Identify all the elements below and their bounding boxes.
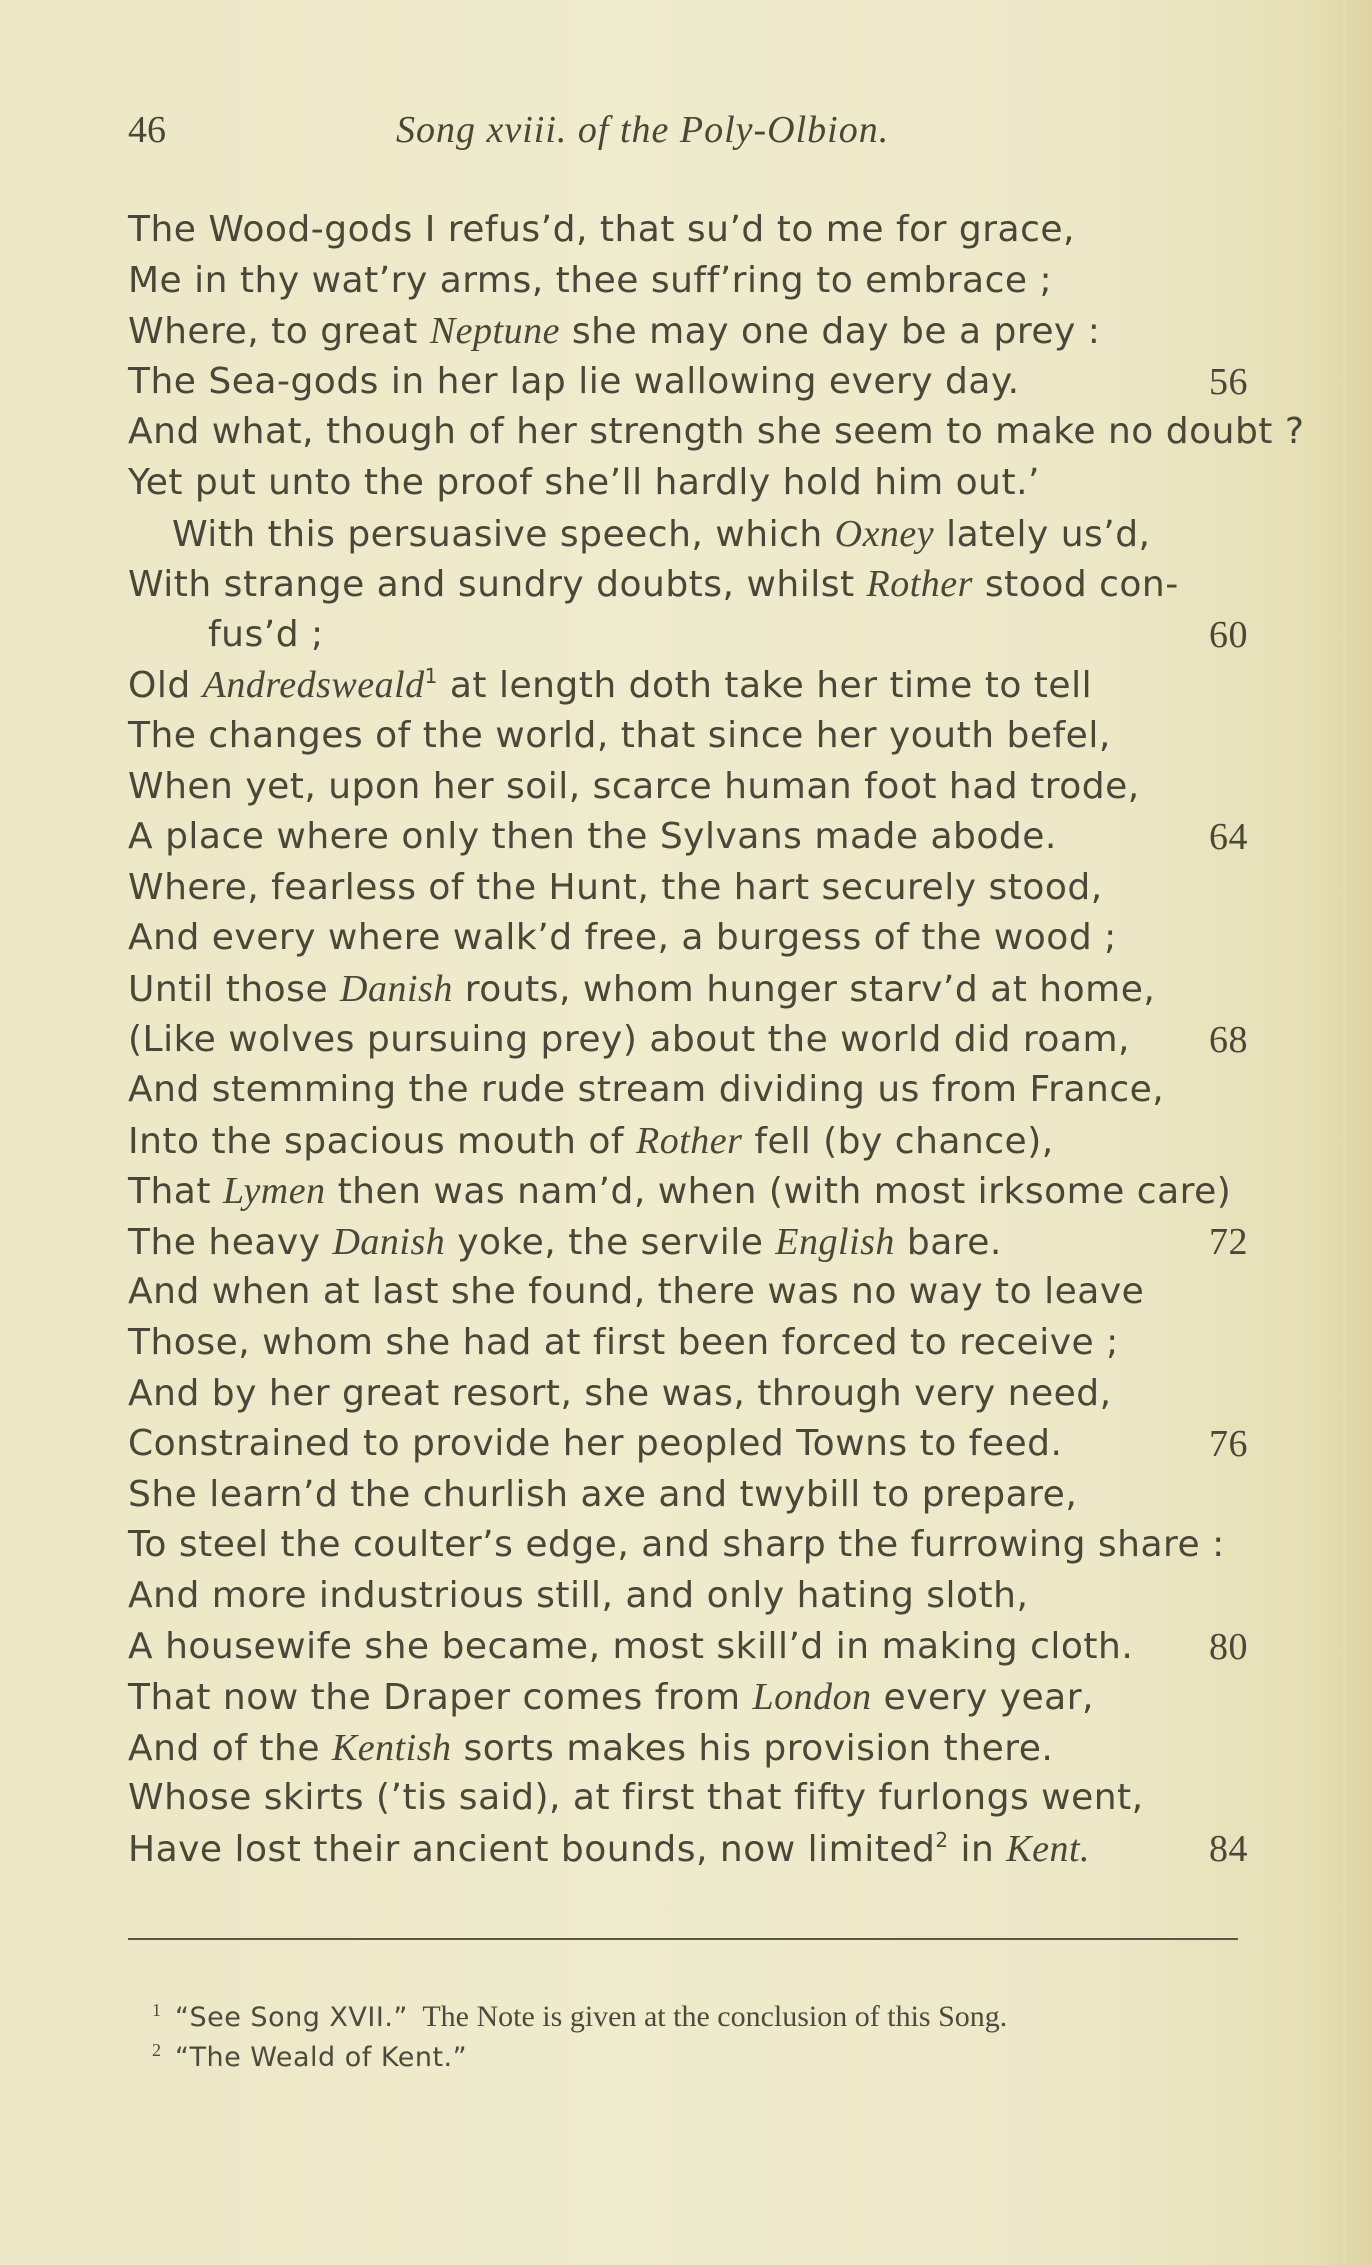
verse-text: And when at last she found, there was no way to leave [128, 1271, 1145, 1313]
italic-name: Rother [635, 1119, 743, 1162]
verse-line-text [128, 1271, 1144, 1312]
verse-text: The heavy [128, 1221, 333, 1263]
line-number: 76 [1209, 1423, 1248, 1466]
line-number: 60 [1209, 613, 1248, 656]
italic-name: London [752, 1676, 872, 1719]
verse-line-text [128, 1171, 1231, 1212]
italic-name: Neptune [429, 310, 560, 353]
verse-text: Where, to great [128, 311, 430, 353]
verse-line [128, 1217, 1248, 1268]
verse-line [128, 1116, 1248, 1167]
verse-line-text [128, 816, 1057, 857]
italic-name: Kentish [331, 1726, 452, 1769]
verse-line-text [128, 514, 1151, 555]
verse-text: stood con- [972, 564, 1179, 606]
verse-line [128, 812, 1248, 863]
verse-line-text [128, 209, 1075, 250]
verse-line [128, 1723, 1248, 1774]
verse-line [128, 559, 1248, 610]
verse-line [128, 407, 1305, 458]
verse-line [128, 863, 1248, 914]
footnote-quote: “See Song XVII.” [175, 2002, 408, 2033]
verse-line [128, 205, 1248, 256]
verse-text: Into the spacious mouth of [128, 1120, 636, 1162]
verse-text: The Sea-gods in her lap lie wallowing every day. [128, 360, 1020, 402]
italic-name: Kent. [1006, 1828, 1091, 1870]
italic-name: English [775, 1220, 895, 1263]
footnote-text: The Note is given at the conclusion of this Song. [407, 2000, 1008, 2033]
verse-text: And of the [128, 1727, 332, 1769]
verse-text: (Like wolves pursuing prey) about the world did roam, [128, 1018, 1130, 1060]
verse-line [128, 1824, 1248, 1875]
verse-text: fell (by chance), [742, 1120, 1054, 1162]
verse-line [128, 1520, 1248, 1571]
verse-text: A housewife she became, most skill’d in making cloth. [128, 1625, 1134, 1667]
verse-text: Where, fearless of the Hunt, the hart securely stood, [128, 866, 1103, 908]
verse-text: at length doth take her time to tell [437, 665, 1093, 707]
verse-text: And every where walk’d free, a burgess of the wood ; [128, 917, 1117, 959]
line-number: 56 [1209, 360, 1248, 403]
verse-text: To steel the coulter’s edge, and sharp the furrowing share : [128, 1524, 1225, 1566]
verse-text: Yet put unto the proof she’ll hardly hold him out.’ [128, 461, 1040, 503]
verse-text: And more industrious still, and only hating sloth, [128, 1575, 1029, 1617]
verse-text: routs, whom hunger starv’d at home, [452, 968, 1156, 1010]
verse-text: every year, [871, 1677, 1094, 1719]
verse-line-text [128, 1728, 1053, 1769]
line-number: 68 [1209, 1018, 1248, 1061]
verse-text: She learn’d the churlish axe and twybill to prepare, [128, 1473, 1078, 1515]
verse-line-text [128, 1626, 1133, 1667]
verse-line-text [128, 665, 1092, 706]
verse-line [128, 1419, 1248, 1470]
footnote-mark: 2 [152, 2040, 161, 2060]
verse-text: fus’d ; [208, 613, 324, 655]
line-number: 64 [1209, 816, 1248, 859]
footnote [152, 2030, 1007, 2073]
verse-line-text [128, 1069, 1164, 1110]
verse-text: With strange and sundry doubts, whilst [128, 564, 867, 606]
verse-text: sorts makes his provision there. [451, 1727, 1054, 1769]
verse-line [128, 1773, 1248, 1824]
verse-text: And stemming the rude stream dividing us from France, [128, 1069, 1165, 1111]
page-number: 46 [128, 109, 166, 151]
verse-text: then was nam’d, when (with most irksome care) [325, 1171, 1232, 1213]
verse-line-text [128, 311, 1100, 352]
footnote-ref: 1 [424, 664, 438, 689]
verse-line-text [128, 614, 324, 655]
verse-line [128, 1065, 1248, 1116]
running-head: Song xviii. of the Poly-Olbion. [396, 109, 890, 151]
verse-text: That [128, 1171, 223, 1213]
line-number: 84 [1209, 1828, 1248, 1870]
verse-text: Those, whom she had at first been forced to receive ; [128, 1322, 1119, 1364]
verse-line [128, 964, 1248, 1015]
verse-line-text [128, 1373, 1112, 1414]
footnote-ref: 2 [935, 1828, 949, 1852]
line-number: 72 [1209, 1220, 1248, 1263]
verse-line-text [128, 1322, 1119, 1363]
verse-line [128, 256, 1248, 307]
verse-text: Whose skirts (’tis said), at first that fifty furlongs went, [128, 1777, 1144, 1819]
verse-text: Me in thy wat’ry arms, thee suff’ring to embrace ; [128, 259, 1053, 301]
verse-line [128, 1015, 1248, 1066]
verse-text: And what, though of her strength she seem to make no doubt ? [128, 411, 1305, 453]
footnote-quote: “The Weald of Kent.” [175, 2042, 468, 2073]
verse-line [128, 1470, 1248, 1521]
italic-name: Andredsweald [202, 664, 425, 707]
verse-text: lately us’d, [934, 513, 1151, 555]
verse-line [128, 762, 1248, 813]
footnote-mark: 1 [152, 2000, 161, 2020]
verse-line-text [128, 867, 1103, 908]
verse-text: yoke, the servile [445, 1221, 776, 1263]
verse-line-text [128, 1222, 1002, 1263]
verse-line [128, 610, 1248, 661]
verse-line [128, 458, 1248, 509]
verse-text: she may one day be a prey : [559, 311, 1101, 353]
verse-line-text [128, 1524, 1225, 1565]
italic-name: Lymen [222, 1170, 326, 1213]
verse-line-text [128, 1121, 1054, 1162]
verse-text: Old [128, 665, 203, 707]
verse-line [128, 509, 1248, 560]
verse-line [128, 1166, 1248, 1217]
footnote-rule [128, 1938, 1238, 1940]
verse-text: The Wood-gods I refus’d, that su’d to me for grace, [128, 209, 1075, 250]
verse-line-text [128, 715, 1111, 756]
verse-line-text [128, 1575, 1028, 1616]
verse-line [128, 306, 1248, 357]
verse-line [128, 1267, 1248, 1318]
verse-text: When yet, upon her soil, scarce human foot had trode, [128, 765, 1140, 807]
verse-line [128, 913, 1248, 964]
verse-text: in [948, 1829, 1007, 1870]
verse-text: That now the Draper comes from [128, 1677, 753, 1719]
verse-line-text [128, 1019, 1130, 1060]
verse-text: bare. [894, 1221, 1002, 1263]
verse-line [128, 1369, 1248, 1420]
verse-text: And by her great resort, she was, through very need, [128, 1372, 1112, 1414]
verse-text: With this persuasive speech, which [172, 513, 835, 555]
verse-line-text [128, 917, 1117, 958]
verse-line-text [128, 411, 1304, 452]
verse-text: Until those [128, 968, 341, 1010]
italic-name: Danish [332, 1220, 446, 1263]
verse-line [128, 1622, 1248, 1673]
verse-line [128, 660, 1248, 711]
verse-line-text [128, 969, 1155, 1010]
verse-line [128, 1571, 1248, 1622]
verse-body [128, 205, 1305, 1875]
page-header [128, 108, 1028, 158]
verse-line-text [128, 1474, 1077, 1515]
footnote [152, 1990, 1008, 2033]
verse-line [128, 1318, 1248, 1369]
italic-name: Danish [340, 967, 453, 1010]
italic-name: Rother [866, 563, 973, 606]
verse-text: Have lost their ancient bounds, now limited [128, 1829, 936, 1870]
verse-text: Constrained to provide her peopled Towns to feed. [128, 1423, 1063, 1465]
verse-line-text [128, 361, 1020, 402]
verse-text: The changes of the world, that since her youth befel, [128, 714, 1111, 756]
verse-line-text [128, 766, 1140, 807]
verse-line [128, 357, 1248, 408]
verse-line-text [128, 1677, 1094, 1718]
footnotes [152, 1990, 1008, 2073]
verse-line-text [128, 260, 1052, 301]
verse-line-text [128, 462, 1040, 503]
verse-text: A place where only then the Sylvans made abode. [128, 816, 1057, 858]
verse-line [128, 711, 1248, 762]
verse-line-text [128, 1777, 1144, 1818]
line-number: 80 [1209, 1625, 1248, 1668]
italic-name: Oxney [834, 512, 935, 555]
verse-line-text [128, 1423, 1062, 1464]
verse-line-text [128, 564, 1179, 605]
verse-line-text [128, 1829, 1090, 1870]
verse-line [128, 1672, 1248, 1723]
